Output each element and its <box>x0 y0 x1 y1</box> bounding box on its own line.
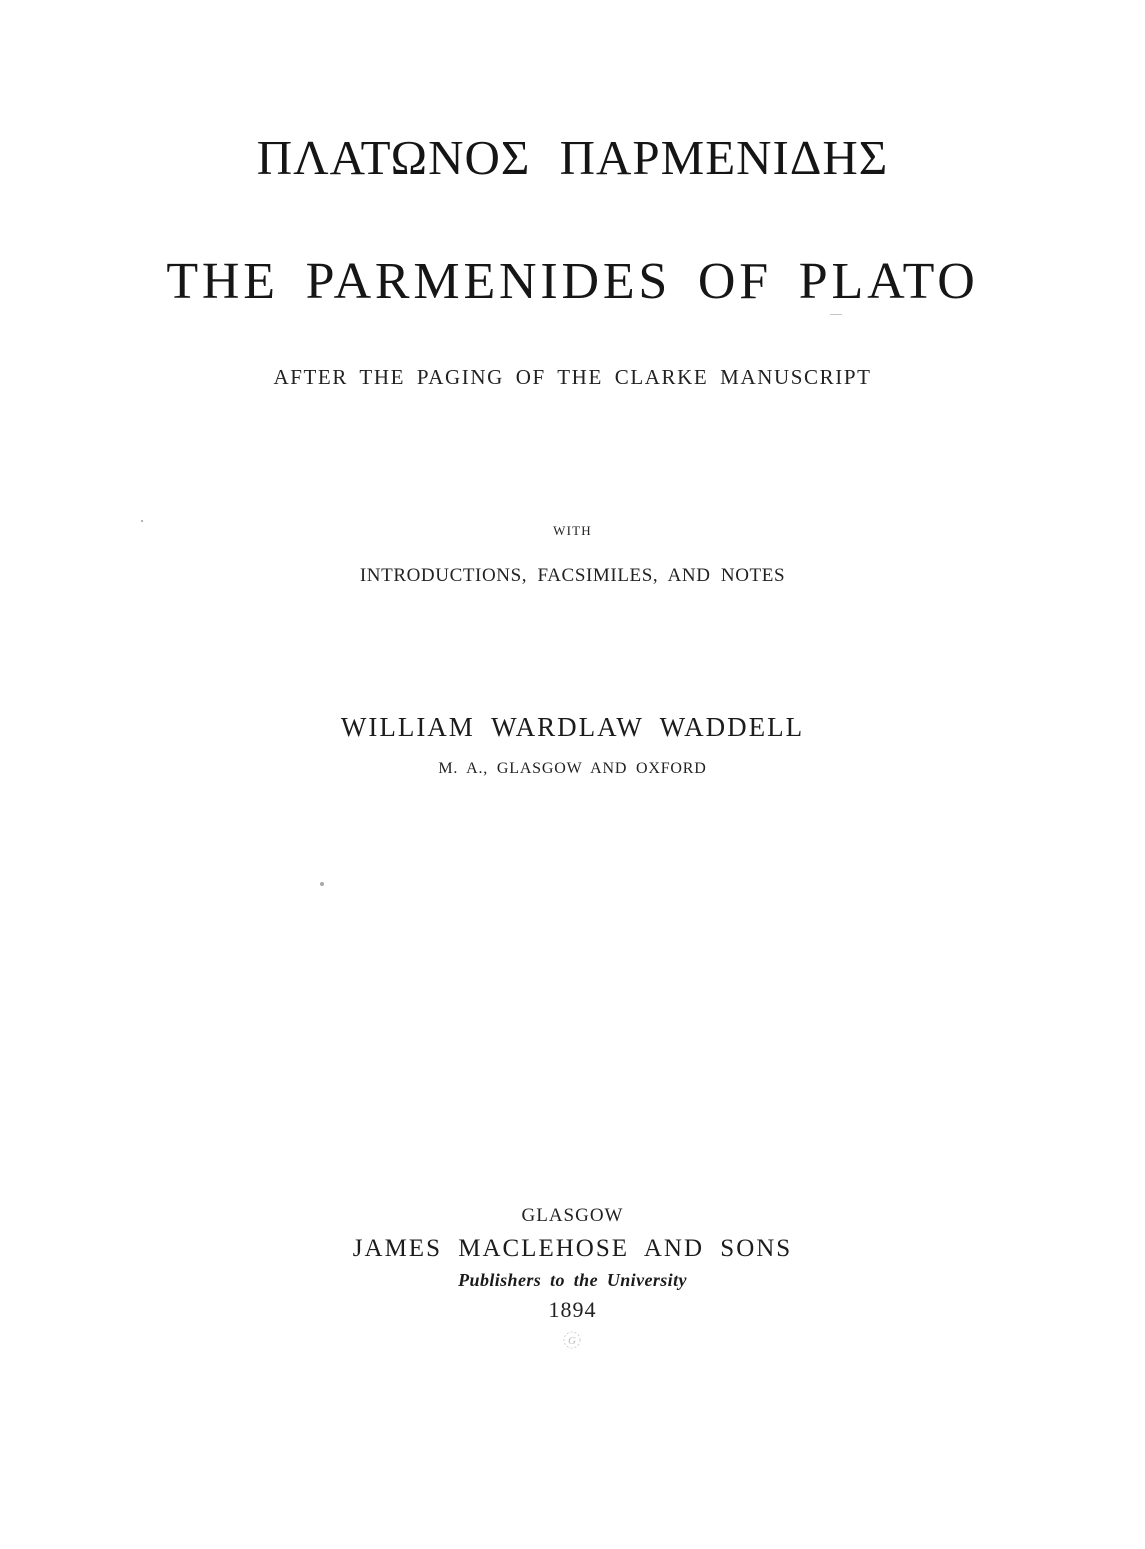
library-stamp-icon <box>562 1330 582 1350</box>
book-title: THE PARMENIDES OF PLATO <box>166 253 979 310</box>
paper-speck <box>830 314 842 315</box>
contents-line: INTRODUCTIONS, FACSIMILES, AND NOTES <box>359 565 786 586</box>
publication-place: GLASGOW <box>521 1205 624 1226</box>
publisher-name: JAMES MACLEHOSE AND SONS <box>352 1235 793 1262</box>
paper-speck <box>141 520 143 522</box>
paper-speck <box>320 882 324 886</box>
with-label: WITH <box>553 523 592 538</box>
greek-title: ΠΛΑΤΩΝΟΣ ΠΑΡΜΕΝΙΔΗΣ <box>256 130 889 185</box>
publication-year: 1894 <box>548 1297 597 1322</box>
author-name: WILLIAM WARDLAW WADDELL <box>340 712 805 742</box>
subtitle: AFTER THE PAGING OF THE CLARKE MANUSCRIPT <box>273 365 872 389</box>
stamp-letter: G <box>568 1335 576 1347</box>
publisher-note: Publishers to the University <box>458 1270 687 1290</box>
author-degrees: M. A., GLASGOW AND OXFORD <box>438 760 707 777</box>
